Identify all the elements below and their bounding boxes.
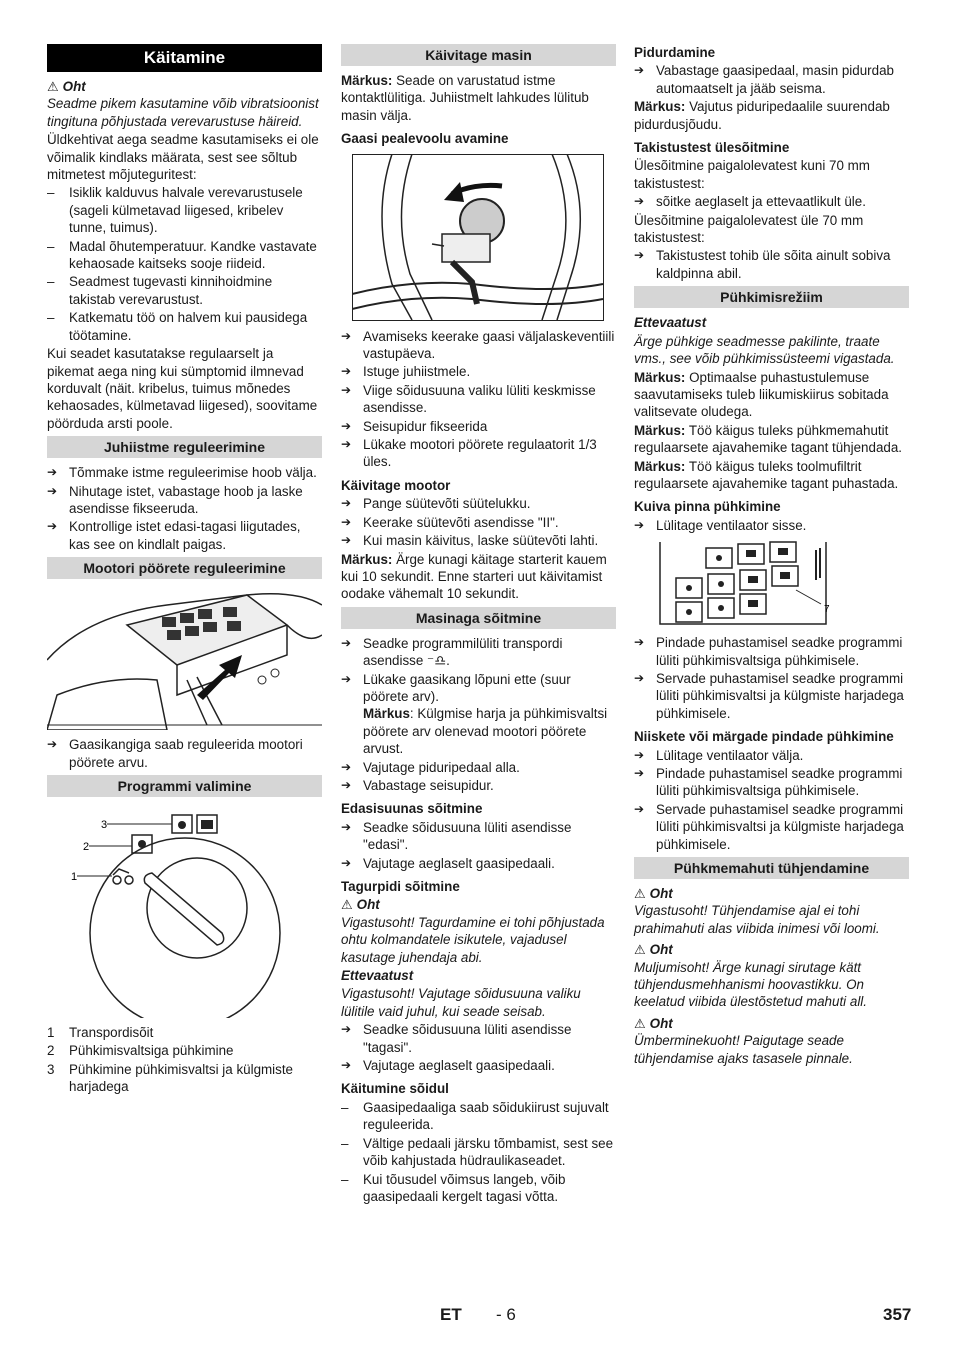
warning-heading (634, 885, 909, 902)
note-text: Töö käigus tuleks toolmufiltrit regulaarsete ajavahemike tagant puhastada. (634, 458, 899, 491)
control-panel-illustration (656, 540, 856, 628)
outro-text: Kui seadet kasutatakse regulaarselt ja pikemat aega ning kui sümptomid ilmnevad korduvalt (näit. kribelus, tuimus mõnedes kehaosades, külmetavad liigesed), soovitame pöörduda arsti poole. (47, 346, 318, 431)
list-item: ➔ sõitke aeglaselt ja ettevaatlikult üle. (634, 193, 909, 210)
caution-label: Ettevaatust (634, 315, 707, 331)
list-item: – Katkematu töö on halvem kui pausidega töötamine. (47, 309, 322, 344)
dry-steps (634, 634, 909, 722)
warning-text: Seadme pikem kasutamine võib vibratsioonist tingituna põhjustada verevarustuse häireid. (47, 96, 319, 129)
warning-label: Oht (356, 897, 380, 913)
note-label: Märkus: (341, 73, 393, 88)
sweep-note-1 (634, 369, 909, 421)
section-title-empty: Pühkmemahuti tühjendamine (634, 857, 909, 879)
list-item (341, 671, 616, 758)
note-text: Ärge kunagi käitage starterit kauem kui 10 sekundit. Enne starteri uut käivitamist oodake vähemalt 10 sekundit. (341, 551, 607, 602)
warning-text: Vigastusoht! Tagurdamine ei tohi põhjustada ohtu kolmandatele isikutele, vajadusel kasutage juhendaja abi. (341, 914, 605, 965)
list-item: – Kui tõusudel võimsus langeb, võib gaasipedaali kergelt tagasi võtta. (341, 1171, 616, 1206)
list-item: ➔ Istuge juhiistmele. (341, 363, 616, 380)
control-panel-figure (634, 540, 909, 628)
list-item: ➔ Vajutage piduripedaal alla. (341, 759, 616, 776)
warning-label: Oht (649, 886, 673, 902)
note-label: Märkus: (634, 369, 686, 385)
callout-2: 2 (83, 840, 90, 853)
list-item: ➔ Seadke sõidusuuna lüliti asendisse "edasi". (341, 819, 616, 854)
list-item: ➔ Servade puhastamisel seadke programmi lüliti pühkimisvaltsi ja külgmiste harjadega pühkimisele. (634, 801, 909, 853)
list-item: ➔ Lükake mootori pöörete regulaatorit 1/3 üles. (341, 436, 616, 471)
list-item: ➔ Lülitage ventilaator sisse. (634, 517, 909, 534)
drive-step2-text: Lükake gaasikang lõpuni ette (suur pöörete arv). (363, 671, 571, 704)
sweep-note-2 (634, 422, 909, 457)
warning-icon: ⚠ (47, 79, 59, 94)
note-text: Töö käigus tuleks pühkmemahutit regulaarsete ajavahemike tagant tühjendada. (634, 422, 903, 456)
wet-steps (634, 747, 909, 853)
footer-lang: ET (440, 1305, 462, 1324)
section-title-seat: Juhiistme reguleerimine (47, 436, 322, 458)
gas-valve-illustration (352, 154, 614, 322)
drive-step1-text: Seadke programmilüliti transpordi asendisse (363, 635, 563, 669)
transport-icon: ⁻♎. (427, 653, 450, 669)
legend-text: Pühkimisvaltsiga pühkimine (69, 1043, 234, 1059)
list-item: ➔ Pange süütevõti süütelukku. (341, 495, 616, 512)
section-title-sweep: Pühkimisrežiim (634, 286, 909, 308)
section-title-drive: Masinaga sõitmine (341, 607, 616, 629)
list-item: ➔ Pindade puhastamisel seadke programmi lüliti pühkimisvaltsiga pühkimisele. (634, 634, 909, 669)
column-1 (47, 44, 322, 1097)
warning-text: Ümberminekuoht! Paigutage seade tühjendamise ajaks tasasele pinnale. (634, 1033, 853, 1066)
program-switch-figure (47, 803, 322, 1018)
legend-num: 2 (47, 1043, 55, 1059)
list-item: ➔ Gaasikangiga saab reguleerida mootori pöörete arvu. (47, 736, 322, 771)
legend-item-1 (47, 1024, 322, 1041)
gas-valve-figure (341, 154, 616, 322)
caution-text: Ärge pühkige seadmesse pakilinte, traate vms., see võib pühkimissüsteemi vigastada. (634, 333, 895, 367)
list-item: ➔ Avamiseks keerake gaasi väljalaskeventiili vastupäeva. (341, 328, 616, 363)
note-text: : Külgmise harja ja pühkimisvaltsi pöörete arv olenevad mootori pöörete arvust. (363, 706, 608, 757)
warning-text: Muljumisoht! Ärge kunagi sirutage kätt tühjendusmehhanismi hoovastikku. On keelatud viibida ülestõstetud mahuti all. (634, 959, 867, 1010)
list-item: ➔ Vabastage seisupidur. (341, 777, 616, 794)
program-switch-illustration (47, 803, 322, 1018)
legend-item-2 (47, 1042, 322, 1059)
behav-list (341, 1099, 616, 1205)
list-item: ➔ Keerake süütevõti asendisse "II". (341, 514, 616, 531)
column-2 (341, 44, 616, 1206)
note-label: Märkus (363, 706, 410, 722)
throttle-lever-figure (47, 585, 322, 730)
warning-heading (47, 78, 322, 95)
dry-subtitle: Kuiva pinna pühkimine (634, 499, 781, 515)
brake-steps (634, 62, 909, 97)
motor-steps (47, 736, 322, 771)
column-3 (634, 44, 909, 1068)
warning-text: Vigastusoht! Tühjendamise ajal ei tohi prahimahuti alas viibida inimesi või loomi. (634, 903, 880, 936)
dry-steps-0 (634, 517, 909, 534)
warning-icon: ⚠ (634, 1015, 646, 1031)
caution-label: Ettevaatust (341, 968, 414, 984)
warning-icon: ⚠ (341, 897, 353, 913)
seat-steps (47, 464, 322, 553)
list-item: – Gaasipedaaliga saab sõidukiirust sujuvalt reguleerida. (341, 1099, 616, 1134)
callout-7: 7 (824, 604, 830, 616)
caution-text: Vigastusoht! Vajutage sõidusuuna valiku lülitile vaid juhul, kui seade seisab. (341, 986, 581, 1019)
section-title-motor: Mootori pöörete reguleerimine (47, 557, 322, 579)
obstacle-steps-1 (634, 193, 909, 210)
legend-num: 1 (47, 1024, 55, 1040)
note-label: Märkus: (634, 99, 686, 115)
engine-note (341, 551, 616, 603)
note-label: Märkus: (634, 422, 686, 438)
list-item: ➔ Viige sõidusuuna valiku lüliti keskmisse asendisse. (341, 382, 616, 417)
gas-subtitle: Gaasi pealevoolu avamine (341, 131, 509, 147)
legend-item-3 (47, 1061, 322, 1096)
brake-note (634, 98, 909, 133)
legend-text: Transpordisõit (69, 1024, 154, 1040)
drive-steps (341, 635, 616, 795)
list-item: ➔ Pindade puhastamisel seadke programmi lüliti pühkimisvaltsiga pühkimisele. (634, 765, 909, 800)
list-item: – Vältige pedaali järsku tõmbamist, sest see võib kahjustada hüdraulikaseadet. (341, 1135, 616, 1170)
legend-text: Pühkimine pühkimisvaltsi ja külgmiste harjadega (69, 1061, 294, 1095)
fwd-steps (341, 819, 616, 872)
warning-heading (341, 896, 616, 913)
throttle-lever-illustration (47, 585, 322, 730)
warning-heading (634, 941, 909, 958)
sweep-note-3 (634, 458, 909, 493)
warning-heading (634, 1015, 909, 1032)
list-item: ➔ Vajutage aeglaselt gaasipedaali. (341, 855, 616, 872)
gas-steps (341, 328, 616, 471)
obstacle-text-2: Ülesõitmine paigalolevatest üle 70 mm takistustest: (634, 212, 864, 246)
list-item: ➔ Takistustest tohib üle sõita ainult sobiva kaldpinna abil. (634, 247, 909, 282)
behav-subtitle: Käitumine sõidul (341, 1081, 449, 1097)
list-item: ➔ Nihutage istet, vabastage hoob ja laske asendisse fikseeruda. (47, 483, 322, 518)
intro-text: Üldkehtivat aega seadme kasutamiseks ei ole võimalik kindlaks määrata, sest see sõltub mitmetest mõjuteguritest: (47, 132, 319, 183)
list-item: ➔ Seadke sõidusuuna lüliti asendisse "tagasi". (341, 1021, 616, 1056)
footer-page-total: 357 (883, 1305, 912, 1324)
rev-subtitle: Tagurpidi sõitmine (341, 879, 460, 894)
callout-1: 1 (71, 870, 78, 883)
warning-label: Oht (649, 942, 673, 958)
wet-subtitle: Niiskete või märgade pindade pühkimine (634, 729, 894, 745)
note-label: Märkus: (341, 551, 393, 567)
note-text: Vajutus piduripedaalile suurendab pidurdusjõudu. (634, 99, 890, 132)
callout-3: 3 (101, 818, 108, 831)
obstacle-text-1: Ülesõitmine paigalolevatest kuni 70 mm takistustest: (634, 158, 870, 191)
note-text: Seade on varustatud istme kontaktlülitiga. Juhiistmelt lahkudes lülitub masin välja. (341, 73, 589, 123)
list-item: ➔ Vabastage gaasipedaal, masin pidurdab automaatselt ja jääb seisma. (634, 62, 909, 97)
list-item: ➔ Vajutage aeglaselt gaasipedaali. (341, 1057, 616, 1074)
rev-steps (341, 1021, 616, 1074)
list-item: ➔ Kui masin käivitus, laske süütevõti lahti. (341, 532, 616, 549)
list-item: – Isiklik kalduvus halvale verevarustusele (sageli külmetavad liigesed, kribelev tunne, tuimus). (47, 184, 322, 236)
obstacle-steps-2 (634, 247, 909, 282)
note-text: Optimaalse puhastustulemuse saavutamiseks tuleb liikumiskiirus sobitada valitsevate oludega. (634, 369, 889, 420)
list-item: ➔ Kontrollige istet edasi-tagasi liigutades, kas see on kindlalt paigas. (47, 518, 322, 553)
factor-list (47, 184, 322, 344)
fwd-subtitle: Edasisuunas sõitmine (341, 801, 483, 817)
list-item (341, 635, 616, 670)
engine-steps (341, 495, 616, 549)
list-item: – Seadmest tugevasti kinnihoidmine takistab verevarustust. (47, 273, 322, 308)
section-title-start: Käivitage masin (341, 44, 616, 66)
warning-icon: ⚠ (634, 886, 646, 902)
program-legend (47, 1024, 322, 1096)
legend-num: 3 (47, 1061, 55, 1077)
footer-page-local: - 6 (496, 1305, 516, 1324)
list-item: ➔ Seisupidur fikseerida (341, 418, 616, 435)
list-item: ➔ Lülitage ventilaator välja. (634, 747, 909, 764)
warning-icon: ⚠ (634, 942, 646, 958)
warning-label: Oht (62, 79, 86, 94)
engine-subtitle: Käivitage mootor (341, 477, 451, 493)
start-note (341, 72, 616, 124)
list-item: ➔ Tõmmake istme reguleerimise hoob välja. (47, 464, 322, 481)
section-title-kaitamine: Käitamine (47, 44, 322, 72)
obstacle-subtitle: Takistustest ülesõitmine (634, 140, 790, 156)
warning-label: Oht (649, 1015, 673, 1031)
section-title-program: Programmi valimine (47, 775, 322, 797)
list-item: – Madal õhutemperatuur. Kandke vastavate kehaosade kaitseks sooje riideid. (47, 238, 322, 273)
note-label: Märkus: (634, 458, 686, 474)
brake-subtitle: Pidurdamine (634, 45, 716, 60)
list-item: ➔ Servade puhastamisel seadke programmi lüliti pühkimisvaltsi ja külgmiste harjadega pühkimisele. (634, 670, 909, 722)
